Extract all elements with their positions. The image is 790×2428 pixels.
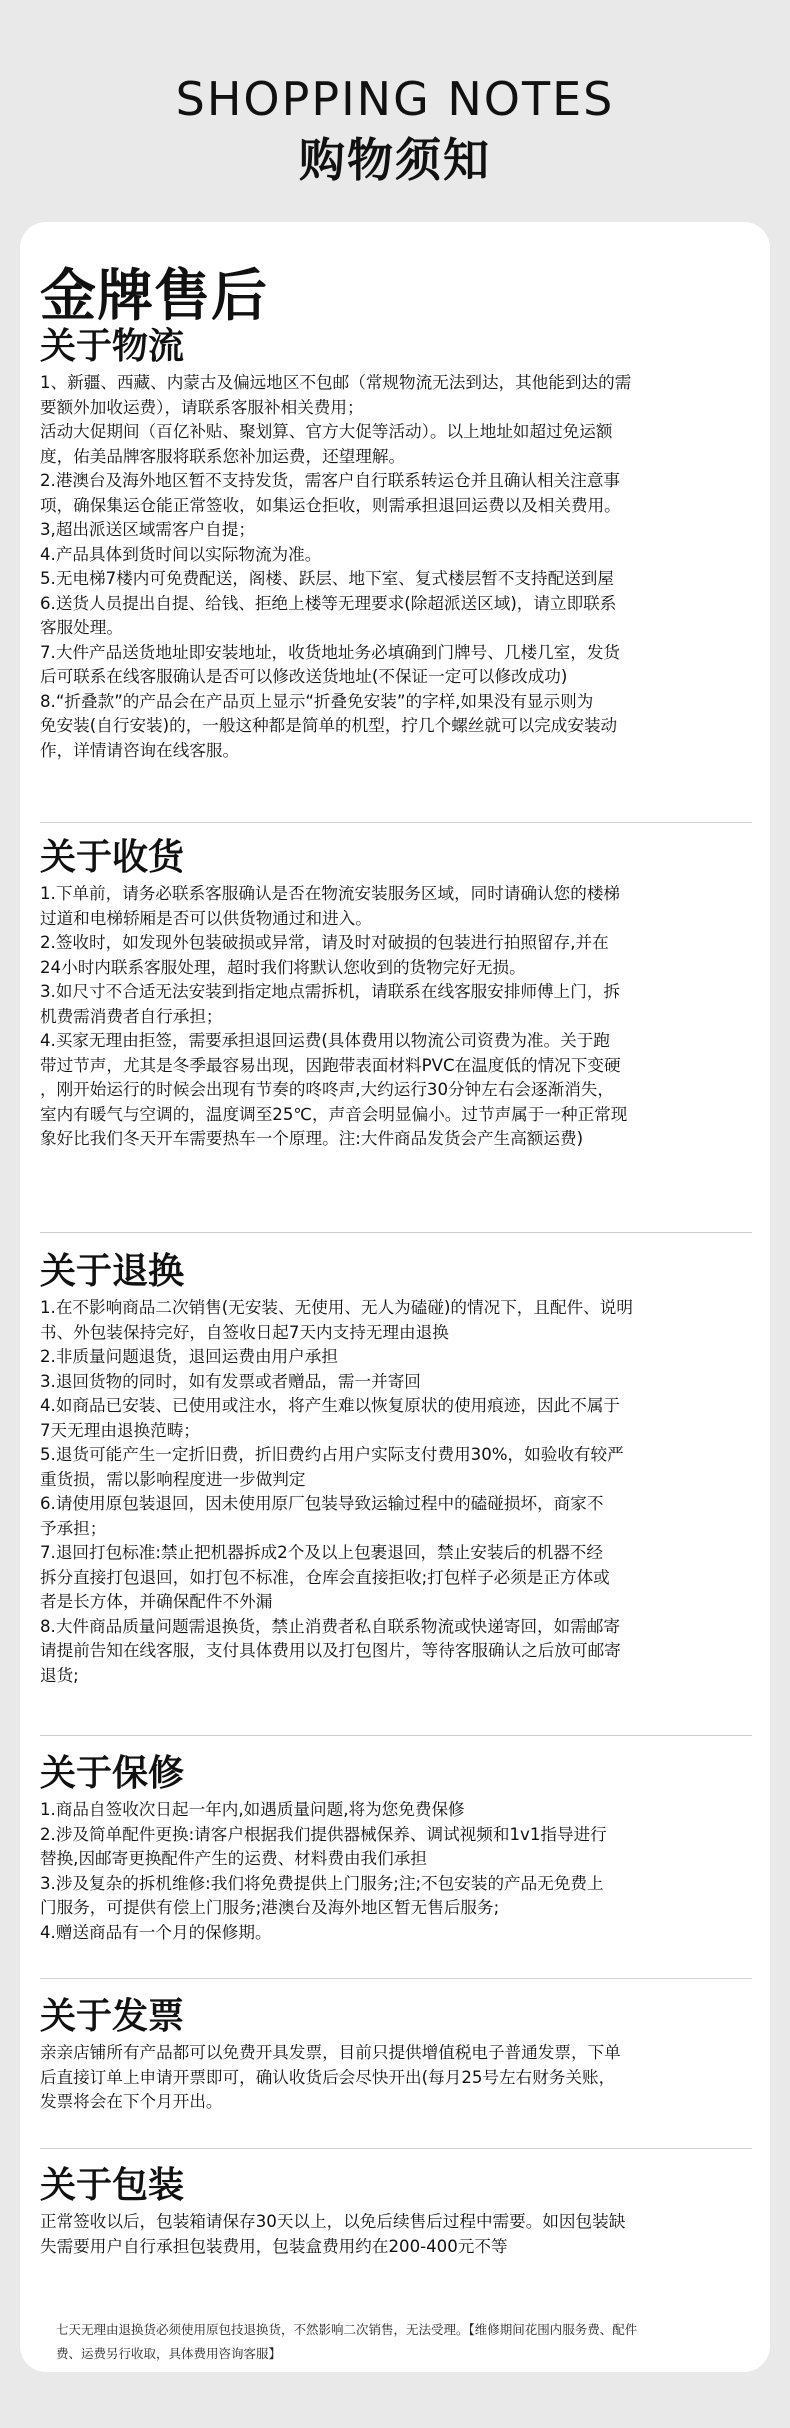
section-divider (40, 1735, 752, 1736)
text-line: 5.退货可能产生一定折旧费，折旧费约占用户实际支付费用30%，如验收有较严 (40, 1445, 624, 1464)
text-line: 24小时内联系客服处理，超时我们将默认您收到的货物完好无损。 (40, 957, 526, 977)
text-line: 3.涉及复杂的拆机维修:我们将免费提供上门服务;注;不包安装的产品无免费上 (40, 1873, 604, 1893)
text-line: 2.非质量问题退货，退回运费由用户承担 (40, 1347, 338, 1366)
section-title: 关于物流 (40, 326, 185, 367)
section-title: 关于退换 (40, 1251, 185, 1292)
page-title: 金牌售后 (40, 264, 268, 329)
text-line: 4.赠送商品有一个月的保修期。 (40, 1922, 272, 1942)
text-line: 8.大件商品质量问题需退换货，禁止消费者私自联系物流或快递寄回，如需邮寄 (40, 1616, 621, 1636)
text-line: 发票将会在下个月开出。 (40, 2092, 223, 2111)
text-line: 1.商品自签收次日起一年内,如遇质量问题,将为您免费保修 (40, 1800, 465, 1819)
section-returns (40, 1250, 740, 1688)
text-line: 带过节声，尤其是冬季最容易出现，因跑带表面材料PVC在温度低的情况下变硬 (40, 1055, 621, 1075)
text-line: 退货; (40, 1665, 79, 1685)
text-line: 项，确保集运仓能正常签收，如集运仓拒收，则需承担退回运费以及相关费用。 (40, 495, 621, 515)
text-line: 2.签收时，如发现外包装破损或异常，请及时对破损的包装进行拍照留存,并在 (40, 933, 609, 952)
text-line: 失需要用户自行承担包装费用，包装盒费用约在200-400元不等 (40, 2236, 508, 2256)
section-invoice (40, 1995, 740, 2115)
text-line: 亲亲店铺所有产品都可以免费开具发票，目前只提供增值税电子普通发票，下单 (40, 2043, 621, 2062)
text-line: 5.无电梯7楼内可免费配送，阁楼、跃层、地下室、复式楼层暂不支持配送到屋 (40, 569, 614, 588)
text-line: 后可联系在线客服确认是否可以修改送货地址(不保证一定可以修改成功) (40, 667, 568, 686)
text-line: 7天无理由退换范畴； (40, 1420, 200, 1440)
text-line: 1.在不影响商品二次销售(无安装、无使用、无人为磕碰)的情况下，且配件、说明 (40, 1298, 633, 1317)
section-divider (40, 1978, 752, 1979)
text-line: 2.港澳台及海外地区暂不支持发货，需客户自行联系转运仓并且确认相关注意事 (40, 471, 621, 490)
page-header (0, 0, 790, 220)
text-line: 后直接订单上申请开票即可，确认收货后会尽快开出(每月25号左右财务关账， (40, 2067, 616, 2087)
section-title: 关于收货 (40, 837, 185, 878)
section-divider (40, 1232, 752, 1233)
text-line: 机费需消费者自行承担； (40, 1006, 223, 1026)
footer-note (56, 2318, 746, 2366)
section-title: 关于发票 (40, 1996, 185, 2037)
text-line: 3,超出派送区域需客户自提； (40, 520, 255, 539)
text-line: 度，佑美品牌客服将联系您补加运费，还望理解。 (40, 446, 406, 466)
text-line: 7.大件产品送货地址即安装地址，收货地址务必填确到门牌号、几楼几室，发货 (40, 642, 621, 662)
text-line: 过道和电梯轿厢是否可以供货物通过和进入。 (40, 908, 372, 928)
text-line: 重货损，需以影响程度进一步做判定 (40, 1469, 306, 1489)
text-line: 4.如商品已安装、已使用或注水，将产生难以恢复原状的使用痕迹，因此不属于 (40, 1396, 621, 1415)
footer-line: 七天无理由退换货必须使用原包技退换货，不然影响二次销售，无法受理。【维修期间花围内服务费、配件 (56, 2322, 638, 2337)
text-line: 4.买家无理由拒签，需要承担退回运费(具体费用以物流公司资费为准。关于跑 (40, 1031, 610, 1050)
text-line: 6.请使用原包装退回，因未使用原厂包装导致运输过程中的磕碰损坏，商家不 (40, 1494, 604, 1513)
text-line: 3.退回货物的同时，如有发票或者赠品，需一并寄回 (40, 1371, 421, 1391)
section-title: 关于包装 (40, 2165, 185, 2206)
section-warranty (40, 1752, 740, 1945)
text-line: 门服务，可提供有偿上门服务;港澳台及海外地区暂无售后服务; (40, 1898, 500, 1917)
section-receiving (40, 836, 740, 1152)
text-line: 4.产品具体到货时间以实际物流为准。 (40, 544, 322, 564)
text-line: 活动大促期间（百亿补贴、聚划算、官方大促等活动）。以上地址如超过免运额 (40, 422, 613, 441)
section-divider (40, 822, 752, 823)
text-line: 1、新疆、西藏、内蒙古及偏远地区不包邮（常规物流无法到达，其他能到达的需 (40, 373, 632, 392)
text-line: 拆分直接打包退回，如打包不标准，仓库会直接拒收;打包样子必须是正方体或 (40, 1567, 610, 1587)
text-line: 予承担； (40, 1518, 107, 1538)
section-title: 关于保修 (40, 1753, 185, 1794)
text-line: 正常签收以后，包装箱请保存30天以上，以免后续售后过程中需要。如因包装缺 (40, 2212, 626, 2231)
text-line: 室内有暖气与空调的，温度调至25℃，声音会明显偏小。过节声属于一种正常现 (40, 1104, 628, 1124)
text-line: 请提前告知在线客服，支付具体费用以及打包图片，等待客服确认之后放可邮寄 (40, 1641, 621, 1660)
text-line: 8.“折叠款”的产品会在产品页上显示“折叠免安装”的字样,如果没有显示则为 (40, 691, 594, 711)
header-title-en: SHOPPING NOTES (175, 72, 615, 126)
text-line: ，刚开始运行的时候会出现有节奏的咚咚声,大约运行30分钟左右会逐渐消失， (40, 1080, 614, 1099)
section-divider (40, 2148, 752, 2149)
text-line: 3.如尺寸不合适无法安装到指定地点需拆机，请联系在线客服安排师傅上门，拆 (40, 982, 621, 1001)
text-line: 书、外包装保持完好，自签收日起7天内支持无理由退换 (40, 1322, 449, 1342)
text-line: 2.涉及简单配件更换:请客户根据我们提供器械保养、调试视频和1v1指导进行 (40, 1824, 607, 1844)
section-logistics (40, 325, 740, 763)
text-line: 客服处理。 (40, 618, 123, 637)
text-line: 6.送货人员提出自提、给钱、拒绝上楼等无理要求(除超派送区域)，请立即联系 (40, 593, 617, 613)
text-line: 作，详情请咨询在线客服。 (40, 740, 240, 760)
text-line: 象好比我们冬天开车需要热车一个原理。注:大件商品发货会产生高额运费) (40, 1129, 584, 1148)
text-line: 者是长方体，并确保配件不外漏 (40, 1592, 273, 1611)
text-line: 1.下单前，请务必联系客服确认是否在物流安装服务区域，同时请确认您的楼梯 (40, 884, 621, 903)
text-line: 要额外加收运费），请联系客服补相关费用； (40, 397, 364, 417)
text-line: 免安装(自行安装)的，一般这种都是简单的机型，拧几个螺丝就可以完成安装动 (40, 716, 618, 735)
header-title-cn: 购物须知 (299, 133, 491, 187)
section-packaging (40, 2164, 740, 2259)
footer-line: 费、运费另行收取，具体费用咨询客服】 (56, 2346, 282, 2361)
text-line: 替换,因邮寄更换配件产生的运费、材料费由我们承担 (40, 1849, 427, 1868)
text-line: 7.退回打包标准:禁止把机器拆成2个及以上包裹退回，禁止安装后的机器不经 (40, 1543, 603, 1562)
